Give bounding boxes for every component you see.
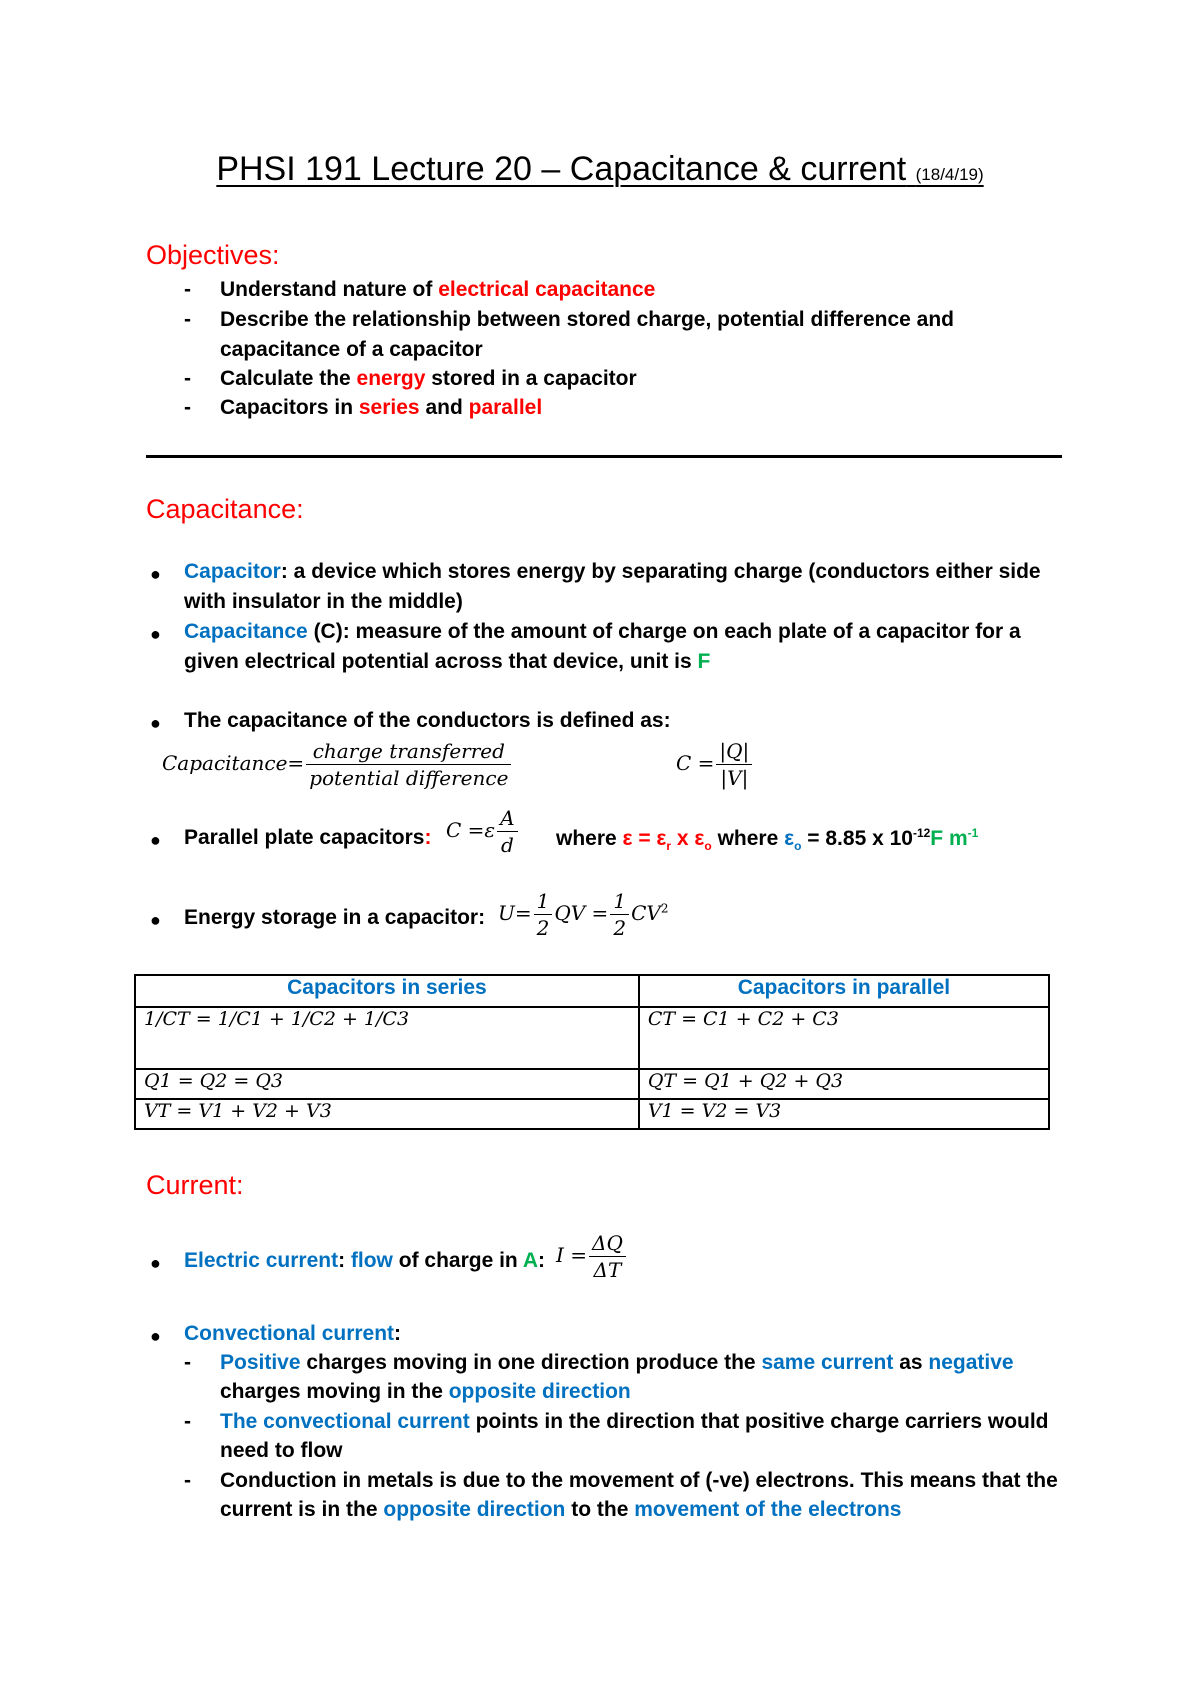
current-heading: Current: <box>146 1170 244 1200</box>
capacitance-heading: Capacitance: <box>146 494 304 524</box>
parallel-capacitance-cell <box>639 1007 1049 1069</box>
convection-point-1-cont: charges moving in the opposite direction <box>220 1380 631 1403</box>
convection-point-1: Positive charges moving in one direction produce the same current as negative <box>220 1351 1014 1374</box>
parallel-voltage-cell: V1 = V2 = V3 <box>639 1099 1049 1129</box>
series-capacitance-cell <box>135 1007 639 1069</box>
objectives-heading: Objectives: <box>146 240 280 270</box>
capacitance-definition-cont: given electrical potential across that device, unit is F <box>184 650 711 673</box>
capacitance-symbol-equation: C = $\frac{|Q|}{|V|}$ <box>676 738 754 791</box>
objective-item-3: Calculate the energy stored in a capacitor <box>220 367 637 390</box>
energy-storage-label: Energy storage in a capacitor: <box>184 906 486 929</box>
defined-as-text: The capacitance of the conductors is defined as: <box>184 709 671 732</box>
title-text: PHSI 191 Lecture 20 – Capacitance & current <box>216 150 907 188</box>
title-date: (18/4/19) <box>915 165 984 184</box>
page-title <box>0 150 1200 189</box>
capacitor-definition-cont: with insulator in the middle) <box>184 590 463 613</box>
capacitance-definition: Capacitance (C): measure of the amount of charge on each plate of a capacitor for a <box>184 620 1021 643</box>
capacitor-definition: Capacitor: a device which stores energy by separating charge (conductors either side <box>184 560 1041 583</box>
dash-marker: - <box>184 396 191 419</box>
parallel-capacitance-formula: CT = C1 + C2 + C3 <box>647 1008 839 1030</box>
convection-point-2-cont: need to flow <box>220 1439 343 1462</box>
dash-marker: - <box>184 367 191 390</box>
bullet-marker: ● <box>150 1253 161 1273</box>
energy-equation: U= $\frac{1}{2}$ QV = $\frac{1}{2}$ $CV^2$ <box>498 889 669 940</box>
table-header-parallel: Capacitors in parallel <box>639 975 1049 1007</box>
parallel-plate-equation: C =ε $\frac{A}{d}$ <box>446 805 520 858</box>
objective-item-1: Understand nature of electrical capacitance <box>220 278 656 301</box>
convection-point-3-cont: current is in the opposite direction to the movement of the electrons <box>220 1498 902 1521</box>
current-equation: I = $\frac{\Delta Q}{\Delta T}$ <box>556 1230 628 1283</box>
convection-point-3: Conduction in metals is due to the movement of (-ve) electrons. This means that the <box>220 1469 1058 1492</box>
convectional-current-heading: Convectional current: <box>184 1322 402 1345</box>
bullet-marker: ● <box>150 1326 161 1346</box>
bullet-marker: ● <box>150 564 161 584</box>
dash-marker: - <box>184 1469 191 1492</box>
dash-marker: - <box>184 1410 191 1433</box>
objective-item-2: Describe the relationship between stored charge, potential difference and <box>220 308 955 331</box>
series-charge-cell: Q1 = Q2 = Q3 <box>135 1069 639 1099</box>
parallel-charge-cell: QT = Q1 + Q2 + Q3 <box>639 1069 1049 1099</box>
bullet-marker: ● <box>150 830 161 850</box>
bullet-marker: ● <box>150 624 161 644</box>
parallel-plate-label: Parallel plate capacitors: <box>184 826 432 849</box>
convection-point-2: The convectional current points in the direction that positive charge carriers would <box>220 1410 1049 1433</box>
capacitor-table <box>134 974 1050 1130</box>
permittivity-definition: where $\varepsilon = \varepsilon_r$ x $\varepsilon_o$ where $\varepsilon_o = 8.85$ x $10^{-12}F$ $m^{-1}$ <box>556 826 979 854</box>
series-voltage-cell: VT = V1 + V2 + V3 <box>135 1099 639 1129</box>
table-header-series: Capacitors in series <box>135 975 639 1007</box>
bullet-marker: ● <box>150 910 161 930</box>
series-capacitance-formula: 1/CT = 1/C1 + 1/C2 + 1/C3 <box>144 1008 410 1030</box>
dash-marker: - <box>184 1351 191 1374</box>
objective-item-4: Capacitors in series and parallel <box>220 396 543 419</box>
capacitance-word-equation: Capacitance= $\frac{\text{charge transferred}}{\text{potential difference}}$ <box>162 738 513 791</box>
electric-current-definition: Electric current: flow of charge in A: <box>184 1249 545 1272</box>
bullet-marker: ● <box>150 713 161 733</box>
objective-item-2-cont: capacitance of a capacitor <box>220 338 483 361</box>
section-divider <box>146 455 1062 458</box>
dash-marker: - <box>184 308 191 331</box>
dash-marker: - <box>184 278 191 301</box>
